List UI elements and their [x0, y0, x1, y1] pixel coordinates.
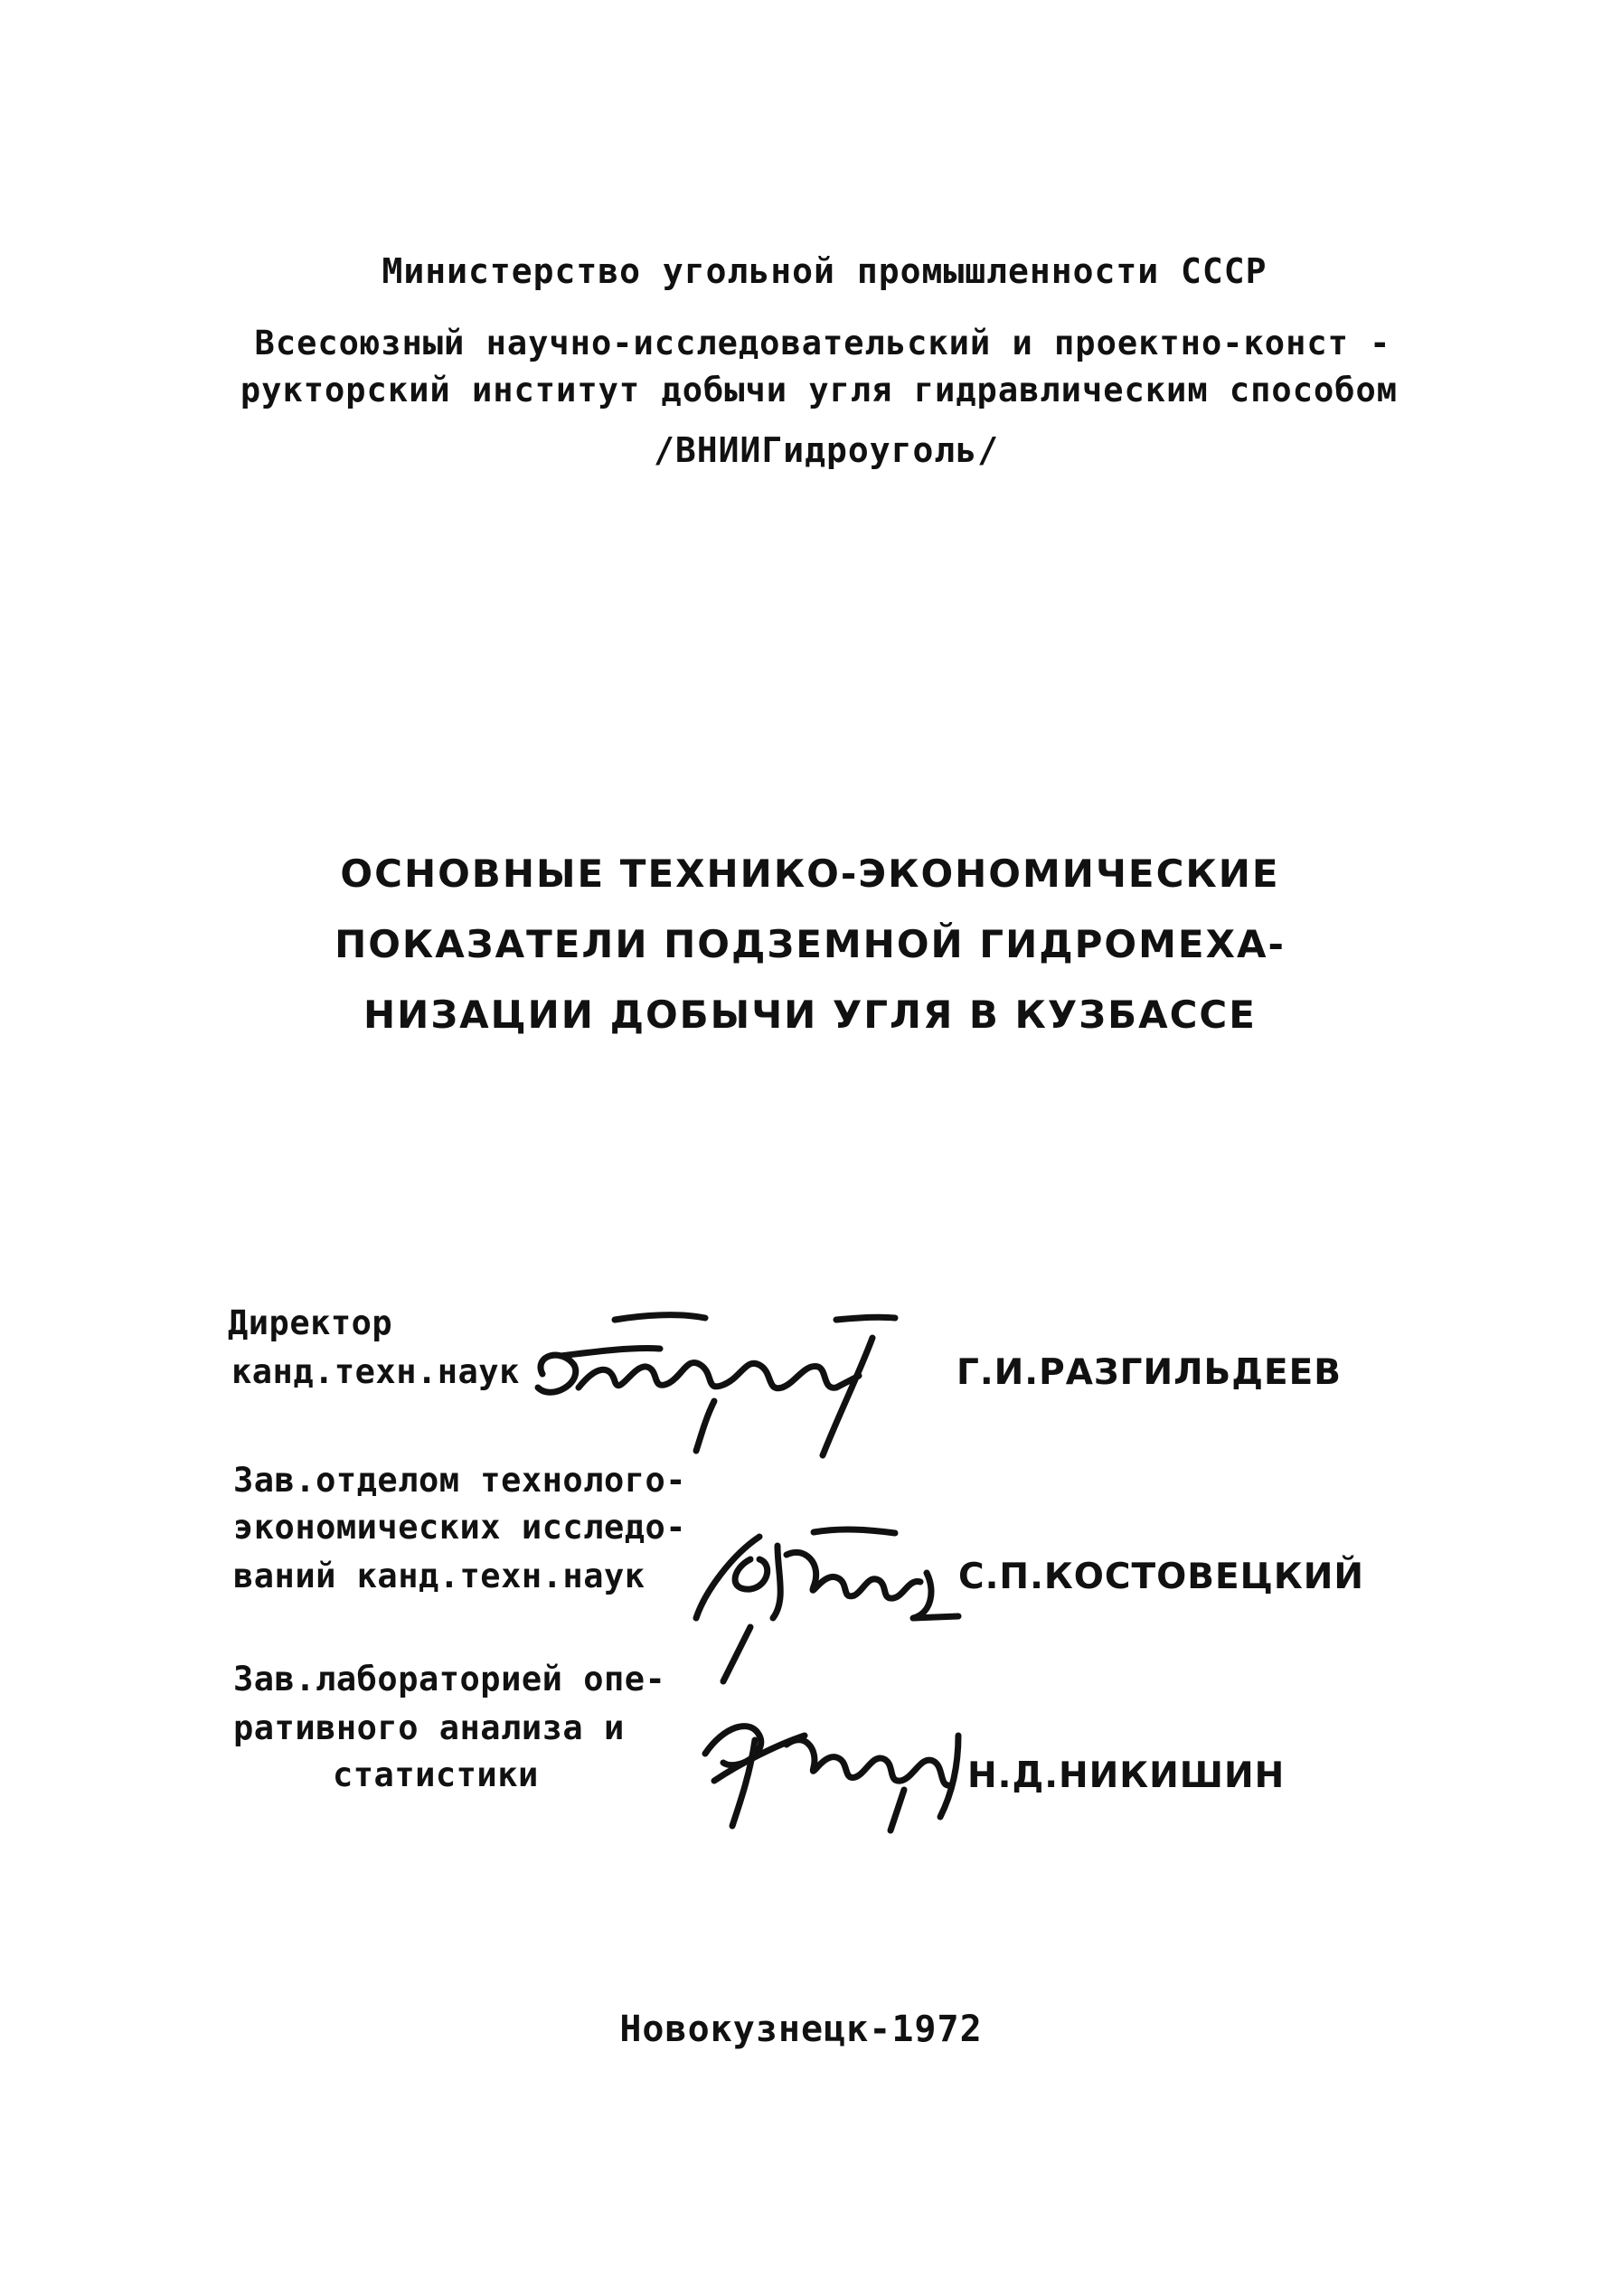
signatory-2-position-line-1: Зав.отделом технолого-	[233, 1461, 687, 1500]
signature-1-icon	[524, 1302, 922, 1464]
institute-name-line-1: Всесоюзный научно-исследовательский и проектно-конст -	[254, 324, 1391, 362]
signatory-3-position-line-1: Зав.лабораторией опе-	[233, 1660, 666, 1698]
institute-abbreviation: /ВНИИГидроуголь/	[653, 430, 1000, 470]
document-title-line-3: НИЗАЦИИ ДОБЫЧИ УГЛЯ В КУЗБАССЕ	[363, 993, 1257, 1037]
signature-3-icon	[687, 1699, 985, 1835]
signatory-1-position-line-2: канд.техн.наук	[231, 1352, 520, 1391]
ministry-heading: Министерство угольной промышленности СССР	[382, 251, 1267, 291]
signatory-3-name: Н.Д.НИКИШИН	[967, 1755, 1286, 1796]
institute-name-line-2: рукторский институт добычи угля гидравлическим способом	[240, 371, 1399, 409]
signatory-3-position-line-3: статистики	[333, 1755, 539, 1794]
signatory-2-name: С.П.КОСТОВЕЦКИЙ	[958, 1557, 1365, 1597]
signatory-3-position-line-2: ративного анализа и	[233, 1708, 625, 1747]
place-and-year: Новокузнецк-1972	[619, 2009, 983, 2050]
signatory-2-position-line-2: экономических исследо-	[233, 1508, 687, 1547]
signatory-2-position-line-3: ваний канд.техн.наук	[233, 1557, 646, 1595]
signatory-1-position-line-1: Директор	[228, 1303, 393, 1342]
document-title-line-1: ОСНОВНЫЕ ТЕХНИКО-ЭКОНОМИЧЕСКИЕ	[340, 852, 1280, 896]
signatory-1-name: Г.И.РАЗГИЛЬДЕЕВ	[956, 1352, 1342, 1393]
signature-2-icon	[687, 1519, 994, 1690]
document-title-line-2: ПОКАЗАТЕЛИ ПОДЗЕМНОЙ ГИДРОМЕХА-	[335, 922, 1286, 966]
